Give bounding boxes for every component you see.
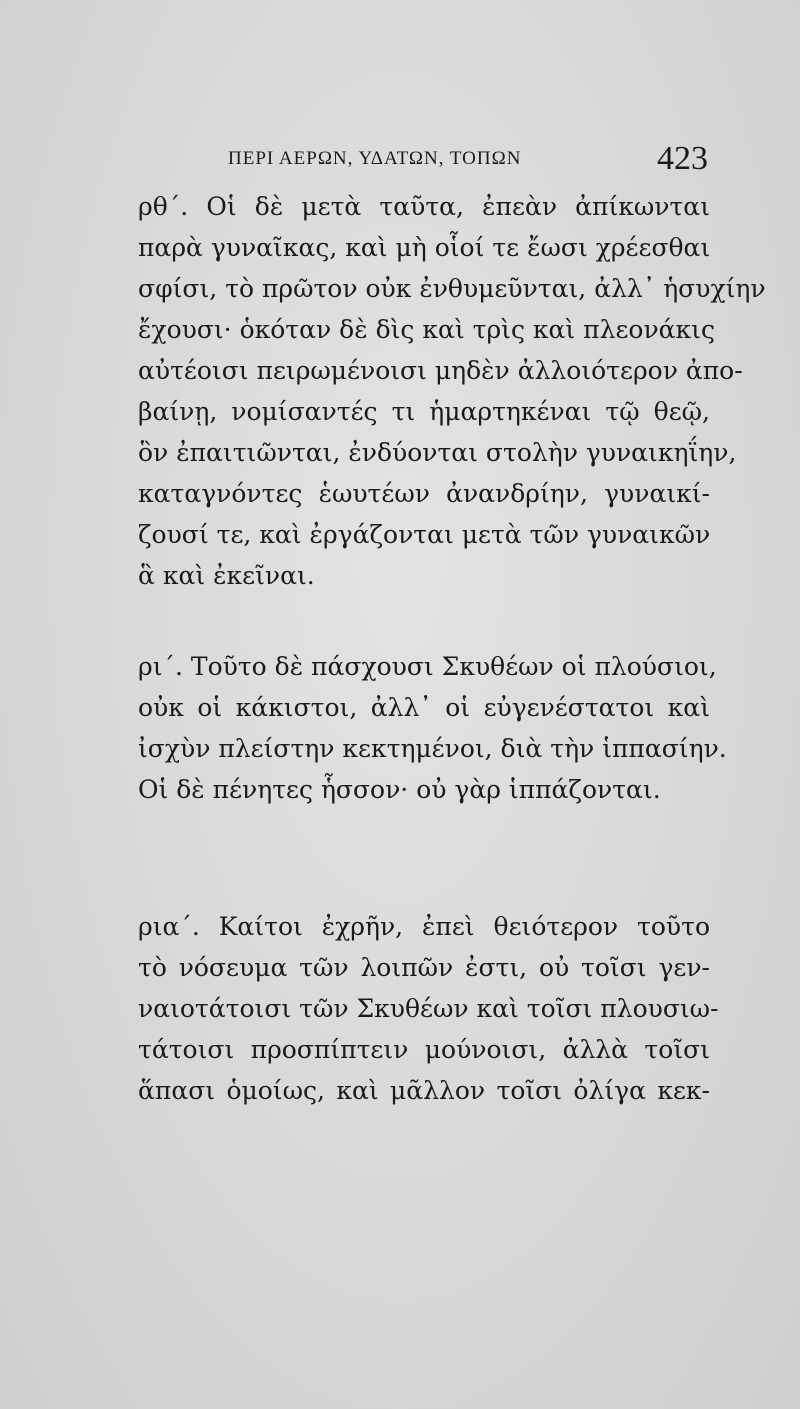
text-line: ρι΄. Τοῦτο δὲ πάσχουσι Σκυθέων οἱ πλούσιοι, bbox=[138, 652, 717, 681]
running-head: ΠΕΡΙ ΑΕΡΩΝ, ΥΔΑΤΩΝ, ΤΟΠΩΝ bbox=[228, 148, 522, 169]
paragraph-109 bbox=[138, 186, 766, 596]
body-text bbox=[138, 186, 766, 1111]
text-line: αὐτέοισι πειρωμένοισι μηδὲν ἀλλοιότερον ἀπο- bbox=[138, 356, 743, 385]
text-line: τὸ νόσευμα τῶν λοιπῶν ἐστι, οὐ τοῖσι γεν- bbox=[138, 953, 710, 982]
text-line: ναιοτάτοισι τῶν Σκυθέων καὶ τοῖσι πλουσιω- bbox=[138, 994, 719, 1023]
text-line: ζουσί τε, καὶ ἐργάζονται μετὰ τῶν γυναικῶν bbox=[138, 520, 711, 549]
page-number: 423 bbox=[657, 140, 708, 177]
text-line: σφίσι, τὸ πρῶτον οὐκ ἐνθυμεῦνται, ἀλλ᾽ ἡσυχίην bbox=[138, 274, 766, 303]
text-line: οὐκ οἱ κάκιστοι, ἀλλ᾽ οἱ εὐγενέστατοι καὶ bbox=[138, 693, 710, 722]
text-line: ἃ καὶ ἐκεῖναι. bbox=[138, 561, 315, 590]
text-line: τάτοισι προσπίπτειν μούνοισι, ἀλλὰ τοῖσι bbox=[138, 1035, 710, 1064]
paragraph-111 bbox=[138, 906, 719, 1111]
text-line: βαίνῃ, νομίσαντές τι ἡμαρτηκέναι τῷ θεῷ, bbox=[138, 397, 710, 426]
text-line: καταγνόντες ἑωυτέων ἀνανδρίην, γυναικί- bbox=[138, 479, 710, 508]
text-line: ἅπασι ὁμοίως, καὶ μᾶλλον τοῖσι ὀλίγα κεκ- bbox=[138, 1076, 710, 1105]
text-line: ἰσχὺν πλείστην κεκτημένοι, διὰ τὴν ἱππασίην. bbox=[138, 734, 727, 763]
paragraph-110 bbox=[138, 646, 727, 810]
text-line: ἔχουσι· ὁκόταν δὲ δὶς καὶ τρὶς καὶ πλεονάκις bbox=[138, 315, 715, 344]
text-line: ρθ΄. Οἱ δὲ μετὰ ταῦτα, ἐπεὰν ἀπίκωνται bbox=[138, 192, 710, 221]
text-line: ρια΄. Καίτοι ἐχρῆν, ἐπεὶ θειότερον τοῦτο bbox=[138, 912, 710, 941]
text-line: Οἱ δὲ πένητες ἧσσον· οὐ γὰρ ἱππάζονται. bbox=[138, 775, 661, 804]
page-header bbox=[228, 140, 708, 180]
text-line: ὃν ἐπαιτιῶνται, ἐνδύονται στολὴν γυναικηΐην, bbox=[138, 438, 737, 467]
text-line: παρὰ γυναῖκας, καὶ μὴ οἷοί τε ἔωσι χρέεσθαι bbox=[138, 233, 711, 262]
